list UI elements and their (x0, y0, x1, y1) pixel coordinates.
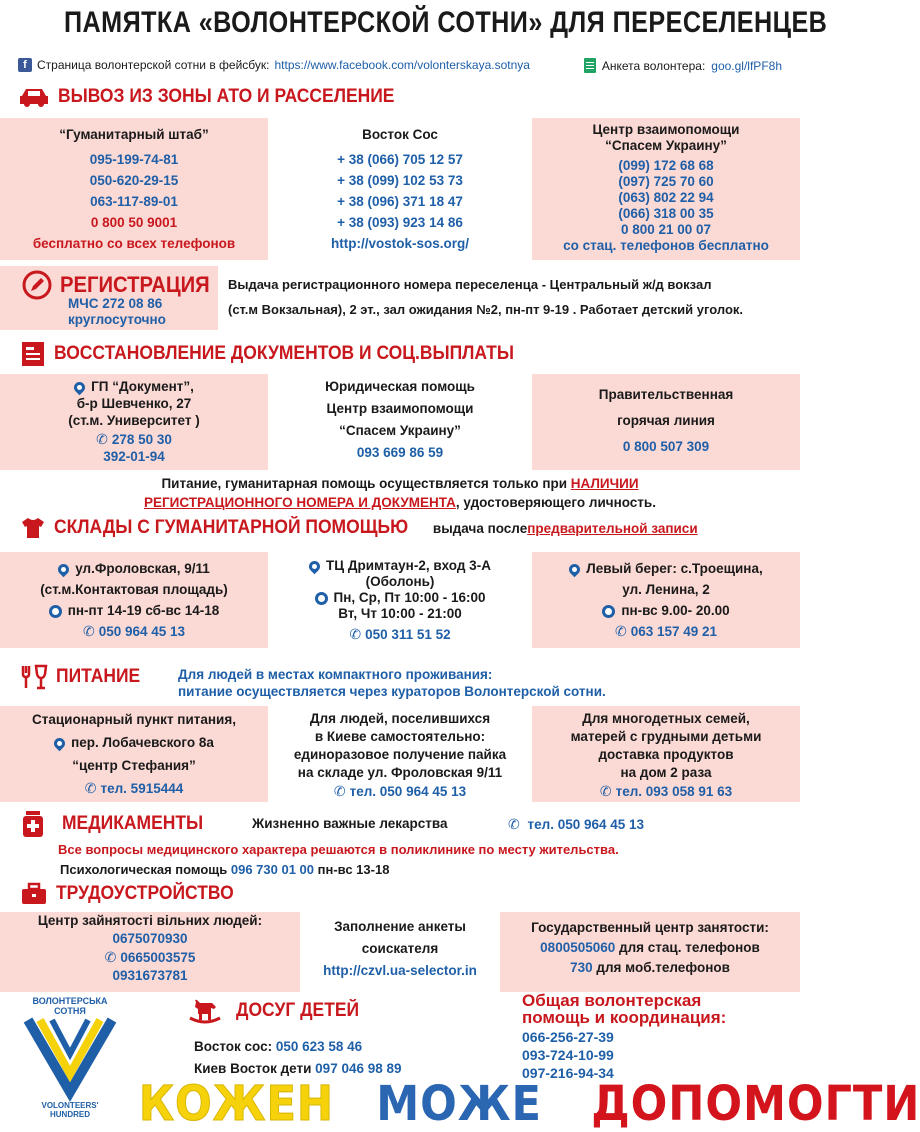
address-line: ТЦ Дримтаун-2, вход 3-А (326, 558, 491, 573)
section-warehouses-heading (20, 516, 698, 540)
hours: пн-вс 9.00- 20.00 (621, 603, 730, 618)
hours: пн-вс 13-18 (314, 862, 390, 877)
hours: круглосуточно (68, 312, 166, 327)
card-subtitle: “Спасем Украину” (605, 138, 727, 153)
section-title: ДОСУГ ДЕТЕЙ (236, 1000, 360, 1021)
facebook-icon: f (18, 58, 32, 72)
clock-icon (315, 592, 328, 605)
section-title: ВОССТАНОВЛЕНИЕ ДОКУМЕНТОВ И СОЦ.ВЫПЛАТЫ (54, 343, 514, 364)
coordination-phones (522, 1028, 614, 1082)
facebook-link[interactable]: https://www.facebook.com/volonterskaya.sotnya (274, 58, 530, 72)
hours: Вт, Чт 10:00 - 21:00 (338, 606, 462, 621)
card-line: на складе ул. Фроловская 9/11 (297, 765, 503, 780)
card-line: в Киеве самостоятельно: (314, 729, 486, 744)
card-title: Государственный центр занятости: (531, 920, 769, 935)
employment-card-2 (300, 912, 500, 992)
docs-card-2 (268, 374, 532, 470)
docs-note (0, 474, 800, 512)
note: бесплатно со всех телефонов (32, 236, 236, 251)
card-title: Центр взаимопомощи (592, 122, 740, 137)
note-line: Для людей в местах компактного проживания: (178, 667, 493, 682)
title-line: Общая волонтерская (522, 991, 702, 1010)
phone: тел. 050 964 45 13 (349, 784, 467, 799)
registration-line-1: Выдача регистрационного номера переселенца - Центральный ж/д вокзал (228, 277, 712, 292)
phone: 0665003575 (120, 950, 196, 965)
hours: Пн, Ср, Пт 10:00 - 16:00 (333, 590, 486, 605)
address-line: ул. Ленина, 2 (622, 582, 710, 597)
evac-card-3 (532, 118, 800, 260)
phone: 0 800 21 00 07 (620, 222, 712, 237)
address-line: б-р Шевченко, 27 (76, 396, 192, 411)
address-line: ГП “Документ”, (91, 379, 194, 394)
phone: 066-256-27-39 (522, 1029, 614, 1045)
section-title: ВЫВОЗ ИЗ ЗОНЫ АТО И РАССЕЛЕНИЕ (58, 86, 395, 107)
logo-bottom-text: VOLONTEERS' HUNDRED (41, 1101, 99, 1119)
registration-line-2: (ст.м Вокзальная), 2 эт., зал ожидания №2, пн-пт 9-19 . Работает детский уголок. (228, 302, 743, 317)
evac-card-2 (268, 118, 532, 260)
registration-contact (68, 296, 166, 328)
address-line: ул.Фроловская, 9/11 (75, 561, 210, 576)
card-line: соискателя (361, 941, 439, 956)
phone: 050-620-29-15 (89, 173, 179, 188)
anketa-label: Анкета волонтера: (601, 58, 706, 73)
phone-note: для стац. телефонов (615, 940, 760, 955)
phone: 097-216-94-34 (522, 1065, 614, 1081)
card-line: горячая линия (617, 413, 715, 428)
card-title: “Гуманитарный штаб” (59, 127, 209, 142)
pen-icon (22, 270, 52, 300)
employment-card-1 (0, 912, 300, 992)
contact-label: Восток сос: (194, 1039, 276, 1054)
phone-icon: ✆ (508, 816, 520, 832)
note-line: питание осуществляется через кураторов Волонтерской сотни. (178, 684, 606, 699)
section-employment-heading (20, 882, 249, 906)
website-link[interactable]: http://vostok-sos.org/ (331, 236, 469, 251)
coordination-title (522, 992, 726, 1026)
cutlery-icon (20, 664, 48, 690)
location-pin-icon (56, 562, 72, 578)
section-title: ПИТАНИЕ (56, 666, 141, 687)
slogan-word-3: ДОПОМОГТИ (591, 1076, 920, 1132)
phone: + 38 (093) 923 14 86 (337, 215, 463, 230)
medicine-note: Все вопросы медицинского характера решаются в поликлинике по месту жительства. (58, 842, 619, 857)
phone: 0800505060 (540, 940, 616, 955)
car-icon (18, 86, 50, 108)
food-card-1 (0, 706, 268, 802)
warehouse-card-3 (532, 552, 800, 648)
card-line: “Спасем Украину” (339, 423, 461, 438)
slogan-word-2: МОЖЕ (375, 1076, 542, 1132)
phone: 050 623 58 46 (275, 1039, 363, 1054)
phone: тел. 050 964 45 13 (527, 817, 645, 832)
section-food-heading (20, 664, 148, 690)
address-line: (ст.м. Университет ) (68, 413, 200, 428)
phone: 730 (570, 960, 593, 975)
phone-icon: ✆ (349, 626, 362, 642)
phone: 093-724-10-99 (522, 1047, 614, 1063)
facebook-line (18, 58, 530, 72)
sheet-icon (584, 58, 596, 73)
phone: (063) 802 22 94 (618, 190, 714, 205)
section-documents-heading (20, 340, 554, 368)
title-line: помощь и координация: (522, 1008, 727, 1027)
phone-icon: ✆ (333, 783, 346, 799)
anketa-line (584, 58, 782, 73)
phone: 278 50 30 (111, 432, 172, 447)
card-line: Правительственная (598, 387, 734, 402)
slogan (128, 1076, 920, 1132)
section-title: СКЛАДЫ С ГУМАНИТАРНОЙ ПОМОЩЬЮ (54, 517, 409, 538)
phone-icon: ✆ (614, 623, 627, 639)
card-line: единоразовое получение пайка (293, 747, 507, 762)
phone: (097) 725 70 60 (618, 174, 714, 189)
phone: (066) 318 00 35 (618, 206, 714, 221)
tshirt-icon (20, 516, 46, 540)
phone: 063 157 49 21 (630, 624, 718, 639)
logo-top-text: ВОЛОНТЕРСЬКА СОТНЯ (32, 996, 108, 1016)
card-line: на дом 2 раза (620, 765, 712, 780)
phone: 063-117-89-01 (90, 194, 178, 209)
volunteers-logo (20, 996, 120, 1119)
phone: + 38 (099) 102 53 73 (337, 173, 463, 188)
note-text: , удостоверяющего личность. (455, 495, 656, 510)
phone: 096 730 01 00 (230, 862, 315, 877)
phone: 0 800 50 9001 (90, 215, 178, 230)
section-evacuation-heading (18, 86, 424, 108)
card-line: Для людей, поселившихся (309, 711, 491, 726)
phone: 0 800 507 309 (622, 439, 710, 454)
phone: (099) 172 68 68 (618, 158, 714, 173)
card-title: Восток Сос (362, 127, 438, 142)
hours: пн-пт 14-19 сб-вс 14-18 (67, 603, 220, 618)
phone: + 38 (096) 371 18 47 (337, 194, 463, 209)
phone: тел. 5915444 (100, 781, 184, 796)
phone: МЧС 272 08 86 (68, 296, 163, 311)
briefcase-icon (20, 882, 48, 906)
phone-icon: ✆ (84, 780, 97, 796)
note: со стац. телефонов бесплатно (563, 238, 769, 253)
page-title: ПАМЯТКА «ВОЛОНТЕРСКОЙ СОТНИ» ДЛЯ ПЕРЕСЕЛЕНЦЕВ (64, 6, 828, 39)
medicine-phone (508, 816, 644, 833)
card-line: Для многодетных семей, (582, 711, 750, 726)
phone: 095-199-74-81 (89, 152, 179, 167)
card-line: Стационарный пункт питания, (32, 712, 236, 727)
v-logo-icon (20, 1016, 120, 1096)
medicine-icon (20, 810, 46, 838)
address-line: пер. Лобачевского 8а (71, 735, 214, 750)
phone: 0675070930 (112, 931, 188, 946)
phone: 050 964 45 13 (98, 624, 186, 639)
section-title: ТРУДОУСТРОЙСТВО (56, 883, 234, 904)
location-pin-icon (72, 380, 88, 396)
clock-icon (49, 605, 62, 618)
docs-card-1 (0, 374, 268, 470)
contact-label: Киев Восток дети (194, 1061, 316, 1076)
phone-icon: ✆ (96, 431, 108, 447)
phone-note: для моб.телефонов (592, 960, 730, 975)
note-highlight: НАЛИЧИИ (570, 476, 639, 491)
phone: тел. 093 058 91 63 (615, 784, 733, 799)
food-card-3 (532, 706, 800, 802)
food-note (178, 666, 606, 700)
phone: 392-01-94 (103, 449, 165, 464)
phone: 097 046 98 89 (315, 1061, 402, 1076)
card-title: Центр зайнятості вільних людей: (37, 913, 263, 928)
warehouse-card-1 (0, 552, 268, 648)
food-card-2 (268, 706, 532, 802)
location-pin-icon (52, 736, 68, 752)
facebook-label: Страница волонтерской сотни в фейсбук: (37, 58, 270, 72)
card-line: матерей с грудными детьми (570, 729, 762, 744)
psy-label: Психологическая помощь (60, 862, 231, 877)
card-line: Центр взаимопомощи (326, 401, 474, 416)
card-line: Юридическая помощь (325, 379, 475, 394)
location-pin-icon (307, 559, 323, 575)
website-link[interactable]: http://czvl.ua-selector.in (323, 963, 477, 978)
note-text: Питание, гуманитарная помощь осуществляется только при (161, 476, 571, 491)
address-line: (Оболонь) (365, 574, 435, 589)
section-title: МЕДИКАМЕНТЫ (62, 813, 204, 834)
phone: 0931673781 (112, 968, 188, 983)
phone: 050 311 51 52 (365, 627, 451, 642)
section-note-highlight: предварительной записи (527, 520, 698, 536)
phone-icon: ✆ (82, 623, 95, 639)
evac-card-1 (0, 118, 268, 260)
address-line: (ст.м.Контактовая площадь) (40, 582, 228, 597)
employment-card-3 (500, 912, 800, 992)
kids-contacts (194, 1036, 402, 1080)
slogan-word-1: КОЖЕН (138, 1076, 334, 1132)
phone-icon: ✆ (104, 949, 117, 965)
location-pin-icon (567, 562, 583, 578)
card-line: доставка продуктов (598, 747, 734, 762)
registration-text (228, 272, 743, 322)
drugs-label: Жизненно важные лекарства (252, 816, 448, 831)
section-medicine-heading (20, 810, 215, 838)
phone: + 38 (066) 705 12 57 (337, 152, 463, 167)
section-note: выдача после (432, 520, 528, 536)
docs-card-3 (532, 374, 800, 470)
section-kids-heading (188, 998, 370, 1024)
warehouse-card-2 (268, 552, 532, 648)
psychological-help (60, 862, 389, 877)
phone: 093 669 86 59 (356, 445, 444, 460)
clock-icon (602, 605, 615, 618)
card-line: Заполнение анкеты (334, 919, 466, 934)
card-line: “центр Стефания” (72, 758, 196, 773)
section-title: РЕГИСТРАЦИЯ (60, 272, 210, 297)
rocking-horse-icon (188, 998, 222, 1024)
document-icon (20, 340, 46, 368)
phone-icon: ✆ (599, 783, 612, 799)
address-line: Левый берег: с.Троещина, (586, 561, 763, 576)
note-highlight: РЕГИСТРАЦИОННОГО НОМЕРА И ДОКУМЕНТА (144, 495, 456, 510)
anketa-link[interactable]: goo.gl/lfPF8h (711, 58, 782, 73)
